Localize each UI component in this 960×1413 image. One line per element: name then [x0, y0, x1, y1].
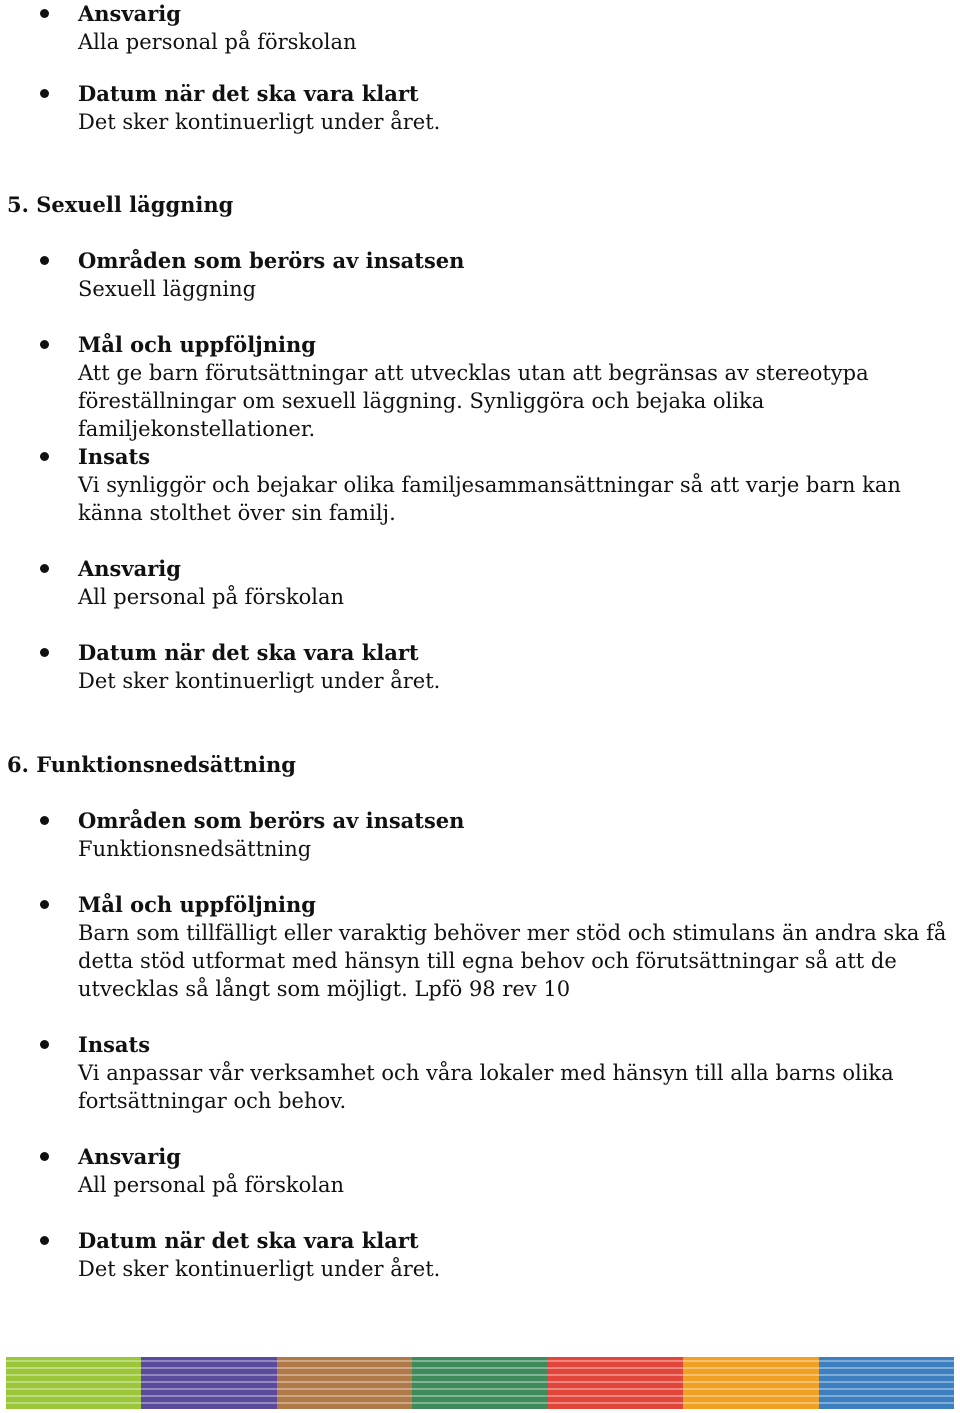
ansvarig-label: Ansvarig — [78, 1, 181, 26]
footer-segment — [683, 1357, 818, 1409]
bullet-dot — [40, 564, 49, 573]
bullet-dot — [40, 1236, 49, 1245]
mal-label: Mål och uppföljning — [78, 332, 316, 357]
bullet-dot — [40, 340, 49, 349]
datum-value: Det sker kontinuerligt under året. — [78, 1257, 441, 1281]
omraden-label: Områden som berörs av insatsen — [78, 248, 465, 273]
section-heading: 6. Funktionsnedsättning — [7, 752, 296, 777]
bullet-dot — [40, 9, 49, 18]
section-heading: 5. Sexuell läggning — [7, 192, 234, 217]
footer-segment — [6, 1357, 141, 1409]
datum-value: Det sker kontinuerligt under året. — [78, 669, 441, 693]
ansvarig-value: All personal på förskolan — [78, 585, 345, 609]
ansvarig-label: Ansvarig — [78, 556, 181, 581]
omraden-value: Sexuell läggning — [78, 277, 257, 301]
datum-value: Det sker kontinuerligt under året. — [78, 110, 441, 134]
bullet-dot — [40, 1040, 49, 1049]
ansvarig-value: All personal på förskolan — [78, 1173, 345, 1197]
datum-label: Datum när det ska vara klart — [78, 640, 419, 665]
bullet-dot — [40, 256, 49, 265]
bullet-dot — [40, 89, 49, 98]
bullet-dot — [40, 816, 49, 825]
footer-segment — [819, 1357, 954, 1409]
mal-value: Barn som tillfälligt eller varaktig behöver mer stöd och stimulans än andra ska få detta stöd utformat med hänsyn till egna behov och förutsättningar så att de utvecklas så långt som möjligt. Lpfö 98 rev 10 — [78, 921, 947, 1001]
bullet-dot — [40, 900, 49, 909]
footer-segment — [412, 1357, 547, 1409]
datum-label: Datum när det ska vara klart — [78, 81, 419, 106]
omraden-label: Områden som berörs av insatsen — [78, 808, 465, 833]
bullet-dot — [40, 648, 49, 657]
mal-label: Mål och uppföljning — [78, 892, 316, 917]
omraden-value: Funktionsnedsättning — [78, 837, 312, 861]
insats-label: Insats — [78, 1032, 151, 1057]
footer-segment — [548, 1357, 683, 1409]
ansvarig-label: Ansvarig — [78, 1144, 181, 1169]
footer-segment — [141, 1357, 276, 1409]
mal-value: Att ge barn förutsättningar att utvecklas utan att begränsas av stereotypa föreställningar om sexuell läggning. Synliggöra och bejaka olika familjekonstellationer. — [78, 361, 869, 441]
ansvarig-value: Alla personal på förskolan — [78, 30, 357, 54]
bullet-dot — [40, 1152, 49, 1161]
datum-label: Datum när det ska vara klart — [78, 1228, 419, 1253]
insats-label: Insats — [78, 444, 151, 469]
insats-value: Vi anpassar vår verksamhet och våra lokaler med hänsyn till alla barns olika fortsättningar och behov. — [78, 1061, 894, 1113]
footer-color-band — [6, 1357, 954, 1409]
bullet-dot — [40, 452, 49, 461]
insats-value: Vi synliggör och bejakar olika familjesammansättningar så att varje barn kan känna stolthet över sin familj. — [78, 473, 901, 525]
footer-segment — [277, 1357, 412, 1409]
